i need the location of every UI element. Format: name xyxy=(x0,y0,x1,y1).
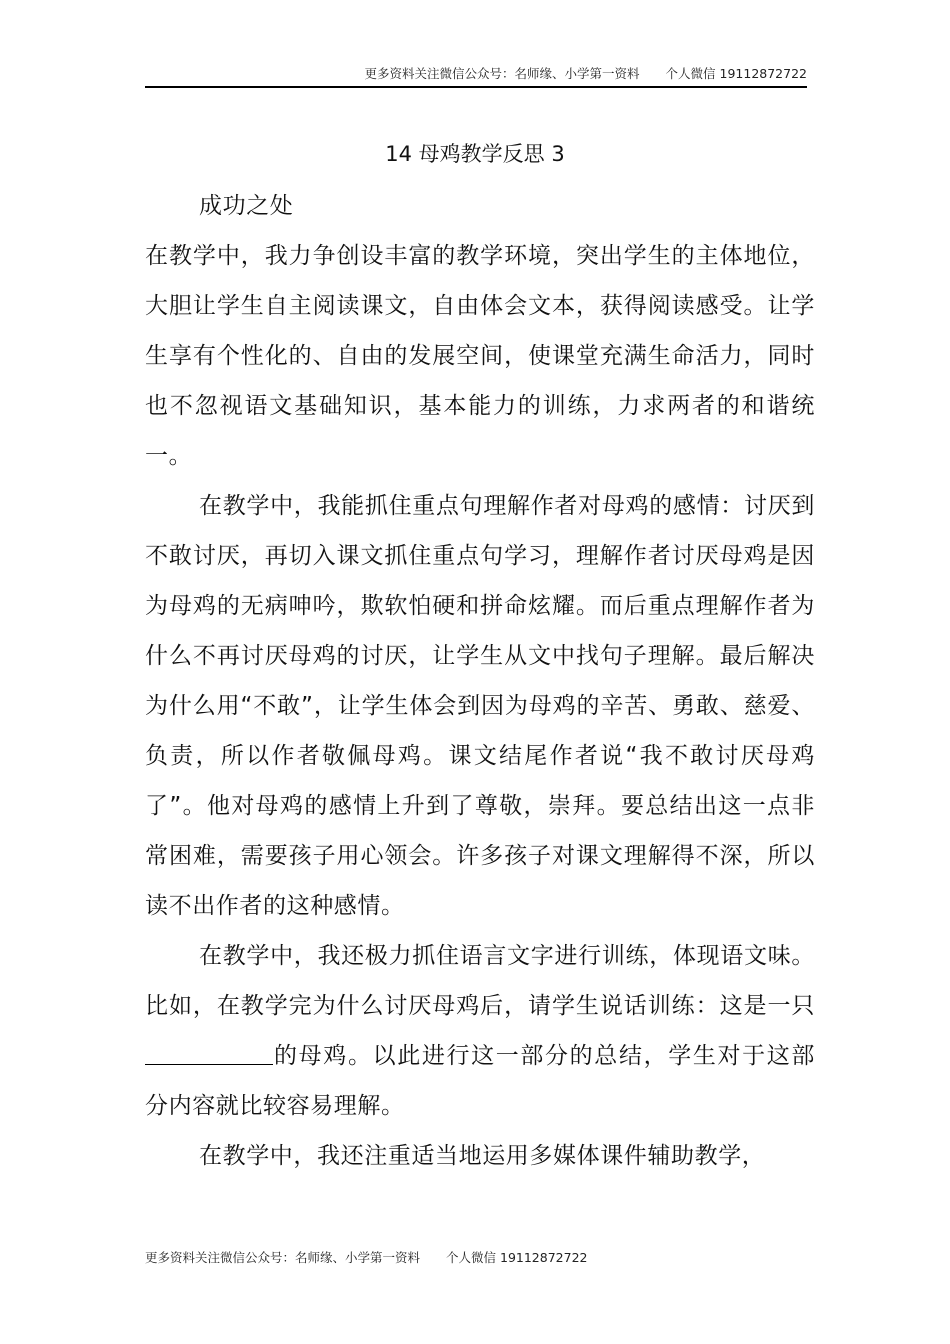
paragraph-3 xyxy=(145,931,815,1131)
header-divider xyxy=(145,86,807,88)
page-footer xyxy=(145,1248,587,1266)
paragraph-2: 在教学中，我能抓住重点句理解作者对母鸡的感情：讨厌到不敢讨厌，再切入课文抓住重点句学习，理解作者讨厌母鸡是因为母鸡的无病呻吟，欺软怕硬和拼命炫耀。而后重点理解作者为什么不再讨厌母鸡的讨厌，让学生从文中找句子理解。最后解决为什么用“不敢”，让学生体会到因为母鸡的辛苦、勇敢、慈爱、负责，所以作者敬佩母鸡。课文结尾作者说“我不敢讨厌母鸡了”。他对母鸡的感情上升到了尊敬，崇拜。要总结出这一点非常困难，需要孩子用心领会。许多孩子对课文理解得不深，所以读不出作者的这种感情。 xyxy=(145,493,815,919)
footer-contact: 个人微信 19112872722 xyxy=(446,1250,588,1265)
header-contact: 个人微信 19112872722 xyxy=(665,66,807,81)
paragraph-4: 在教学中，我还注重适当地运用多媒体课件辅助教学， xyxy=(199,1143,766,1169)
footer-text: 更多资料关注微信公众号：名师缘、小学第一资料 xyxy=(145,1250,421,1265)
section-heading: 成功之处 xyxy=(199,193,294,219)
page-header xyxy=(145,64,807,82)
paragraph-1: 在教学中，我力争创设丰富的教学环境，突出学生的主体地位，大胆让学生自主阅读课文，自由体会文本，获得阅读感受。让学生享有个性化的、自由的发展空间，使课堂充满生命活力，同时也不忽视语文基础知识，基本能力的训练，力求两者的和谐统一。 xyxy=(145,243,815,469)
document-body xyxy=(145,181,815,1181)
paragraph-3-after: 的母鸡。以此进行这一部分的总结，学生对于这部分内容就比较容易理解。 xyxy=(145,1043,815,1119)
fill-in-blank xyxy=(145,1040,273,1065)
paragraph-3-before: 在教学中，我还极力抓住语言文字进行训练，体现语文味。比如，在教学完为什么讨厌母鸡后，请学生说话训练：这是一只 xyxy=(145,943,815,1019)
header-text: 更多资料关注微信公众号：名师缘、小学第一资料 xyxy=(364,66,640,81)
document-title: 14 母鸡教学反思 3 xyxy=(385,142,565,166)
